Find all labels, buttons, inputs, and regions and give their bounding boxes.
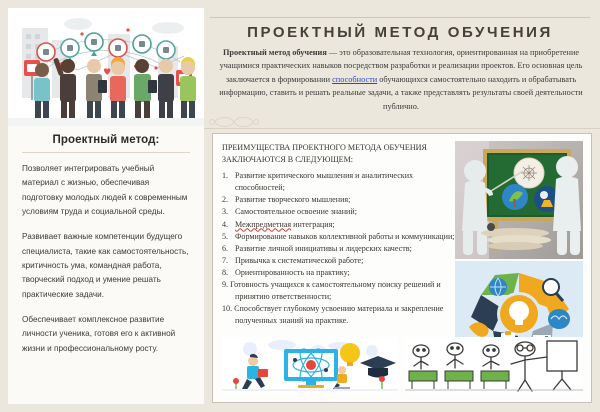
list-item [222,231,460,243]
advantages-heading [222,142,460,165]
header-divider [210,17,590,18]
list-item [222,206,460,218]
page-title: ПРОЕКТНЫЙ МЕТОД ОБУЧЕНИЯ [247,24,553,41]
item-text: Развитие творческого мышления; [235,195,351,205]
intro-paragraph [210,46,592,113]
sidebar-card [8,8,204,404]
content-box [212,133,592,403]
sidebar-paragraph-3: Обеспечивает комплексное развитие личности ученика, готовя его к активной жизни и профессиональному росту. [22,315,176,353]
item-number: 8. [222,268,229,278]
item-text: Способствует глубокому усвоению материала и закрепление полученных знаний на практике. [234,304,444,325]
item-misspelled-word: Межпредметная [235,219,292,229]
item-number: 6. [222,243,229,253]
flat-education-science-illustration [222,337,398,393]
item-number: 10. [222,304,233,314]
section-divider [204,128,600,129]
people-network-illustration [8,8,204,126]
item-text: Самостоятельное освоение знаний; [235,207,357,217]
ornament-divider [204,115,596,129]
sidebar-paragraph-1: Позволяет интегрировать учебный материал с жизнью, обеспечивая подготовку молодых людей к современным условиям труда и социальной среды. [22,164,188,217]
list-item [222,279,460,302]
item-text: Формирование навыков коллективной работы и коммуникации; [235,231,455,241]
item-text: Развитие личной инициативы и лидерских качеств; [235,243,412,253]
item-number: 7. [222,255,229,265]
item-number: 5. [222,231,229,241]
teachers-at-green-chalkboard-photo [455,141,583,259]
list-item [222,255,460,267]
sidebar-heading: Проектный метод: [52,134,160,146]
intro-lead: Проектный метод обучения [222,48,327,57]
item-text: интеграция; [291,219,335,229]
advantages-list [222,170,460,326]
sidebar-paragraph-2: Развивает важные компетенции будущего специалиста, такие как самостоятельность, критичность ума, командная работа, творческий подход и умение решать практические задачи. [22,232,189,299]
list-item [222,219,460,231]
item-text: Готовность учащихся к самостоятельному поиску решений и принятию ответственности; [230,280,441,301]
sposobnosti-link[interactable]: способности [332,74,378,84]
intro-text-after-link: обучающихся самостоятельно находить и обрабатывать информацию, ставить и решать реальные задачи, а также представлять результаты своей деятельности публично. [219,74,583,111]
list-item [222,194,460,206]
item-number: 3. [222,207,229,217]
list-item [222,267,460,279]
advantages-block [222,142,460,327]
main-content [204,0,600,412]
list-item [222,303,460,326]
item-number: 2. [222,195,229,205]
item-text: Развитие критического мышления и аналитических способностей; [235,171,414,193]
item-number: 9. [222,280,229,290]
sidebar-divider [22,152,190,153]
list-item [222,243,460,255]
advantages-heading-line1: ПРЕИМУЩЕСТВА ПРОЕКТНОГО МЕТОДА ОБУЧЕНИЯ [222,143,427,152]
sidebar-text-block [8,162,204,356]
item-text: Привычка к систематической работе; [235,255,364,265]
item-number: 1. [222,171,229,181]
stick-figure-classroom-drawing [405,337,583,393]
intro-text-before-link: — это образовательная технология, ориентированная на приобретение учащимися практических навыков посредством разработки и реализации проектов. Его основная цель заключается в формировании [219,48,583,84]
item-number: 4. [222,219,229,229]
advantages-heading-line2: ЗАКЛЮЧАЮТСЯ В СЛЕДУЮЩЕМ: [222,154,354,164]
item-text: Ориентированность на практику; [235,268,350,278]
list-item [222,170,460,193]
